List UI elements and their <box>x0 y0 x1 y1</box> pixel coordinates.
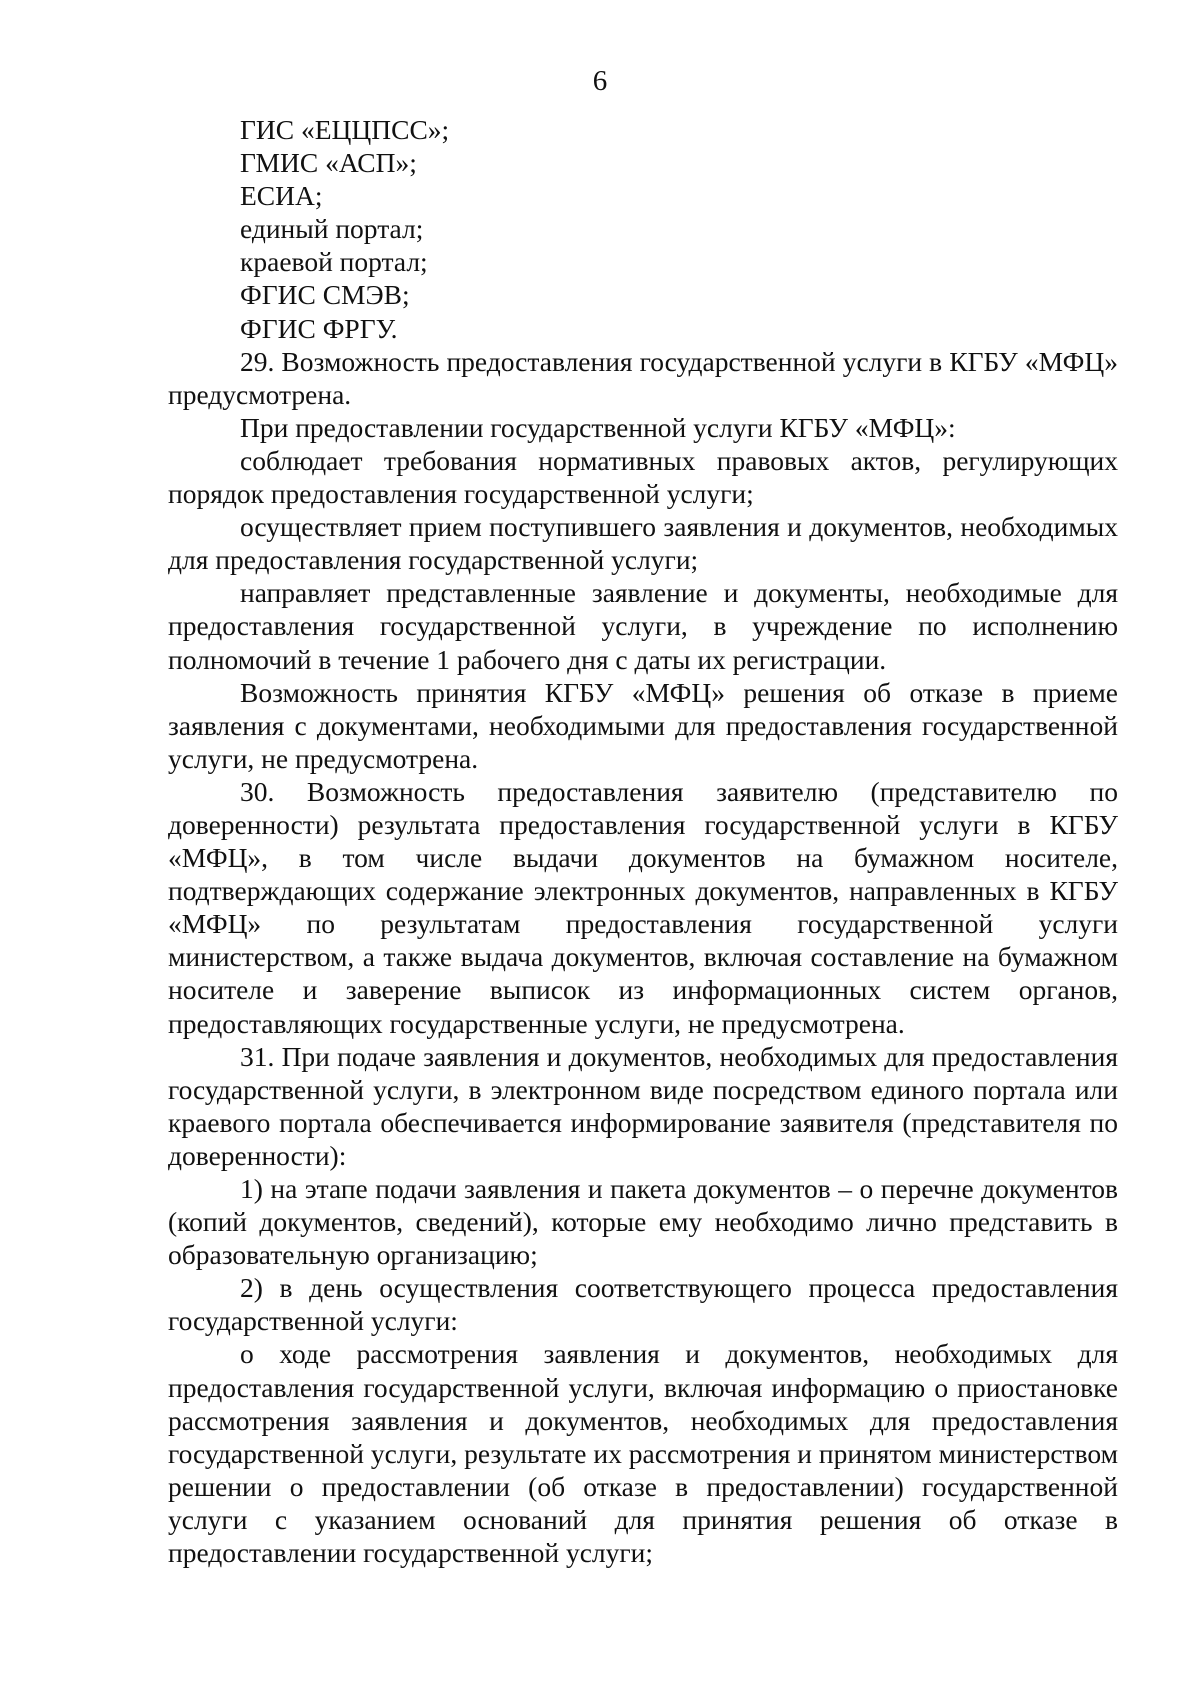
paragraph-29: 29. Возможность предоставления государственной услуги в КГБУ «МФЦ» предусмотрена. <box>168 345 1118 410</box>
paragraph-progress-info: о ходе рассмотрения заявления и документов, необходимых для предоставления государственной услуги, включая информацию о приостановке рассмотрения заявления и документов, необходимых для предоставления государственной услуги, результате их рассмотрения и принятом министерством решении о предоставлении (об отказе в предоставлении) государственной услуги с указанием оснований для принятия решения об отказе в предоставлении государственной услуги; <box>168 1338 1118 1569</box>
paragraph-refusal: Возможность принятия КГБУ «МФЦ» решения об отказе в приеме заявления с документами, необходимыми для предоставления государственной услуги, не предусмотрена. <box>168 676 1118 774</box>
paragraph-30: 30. Возможность предоставления заявителю (представителю по доверенности) результата предоставления государственной услуги в КГБУ «МФЦ», в том числе выдачи документов на бумажном носителе, подтверждающих содержание электронных документов, направленных в КГБУ «МФЦ» по результатам предоставления государственной услуги министерством, а также выдача документов, включая составление на бумажном носителе и заверение выписок из информационных систем органов, предоставляющих государственные услуги, не предусмотрена. <box>168 775 1118 1039</box>
page-number: 6 <box>592 65 608 97</box>
list-item: краевой портал; <box>240 246 428 278</box>
list-item: ГМИС «АСП»; <box>240 147 417 179</box>
list-item: ФГИС СМЭВ; <box>240 279 410 311</box>
list-item: ЕСИА; <box>240 180 323 212</box>
paragraph-31-item-2: 2) в день осуществления соответствующего процесса предоставления государственной услуги: <box>168 1272 1118 1337</box>
list-item: ФГИС ФРГУ. <box>240 312 398 344</box>
list-item: единый портал; <box>240 213 424 245</box>
document-body <box>168 113 1118 1569</box>
list-item: ГИС «ЕЦЦПСС»; <box>240 114 450 145</box>
paragraph-mfc-acceptance: осуществляет прием поступившего заявления и документов, необходимых для предоставления государственной услуги; <box>168 511 1118 576</box>
paragraph-mfc-forwarding: направляет представленные заявление и документы, необходимые для предоставления государственной услуги, в учреждение по исполнению полномочий в течение 1 рабочего дня с даты их регистрации. <box>168 577 1118 675</box>
paragraph-mfc-intro: При предоставлении государственной услуги КГБУ «МФЦ»: <box>240 411 956 443</box>
paragraph-31: 31. При подаче заявления и документов, необходимых для предоставления государственной услуги, в электронном виде посредством единого портала или краевого портала обеспечивается информирование заявителя (представителя по доверенности): <box>168 1040 1118 1171</box>
systems-list <box>168 113 1118 345</box>
paragraph-31-item-1: 1) на этапе подачи заявления и пакета документов – о перечне документов (копий документов, сведений), которые ему необходимо лично представить в образовательную организацию; <box>168 1173 1118 1271</box>
paragraph-mfc-requirements: соблюдает требования нормативных правовых актов, регулирующих порядок предоставления государственной услуги; <box>168 444 1118 510</box>
